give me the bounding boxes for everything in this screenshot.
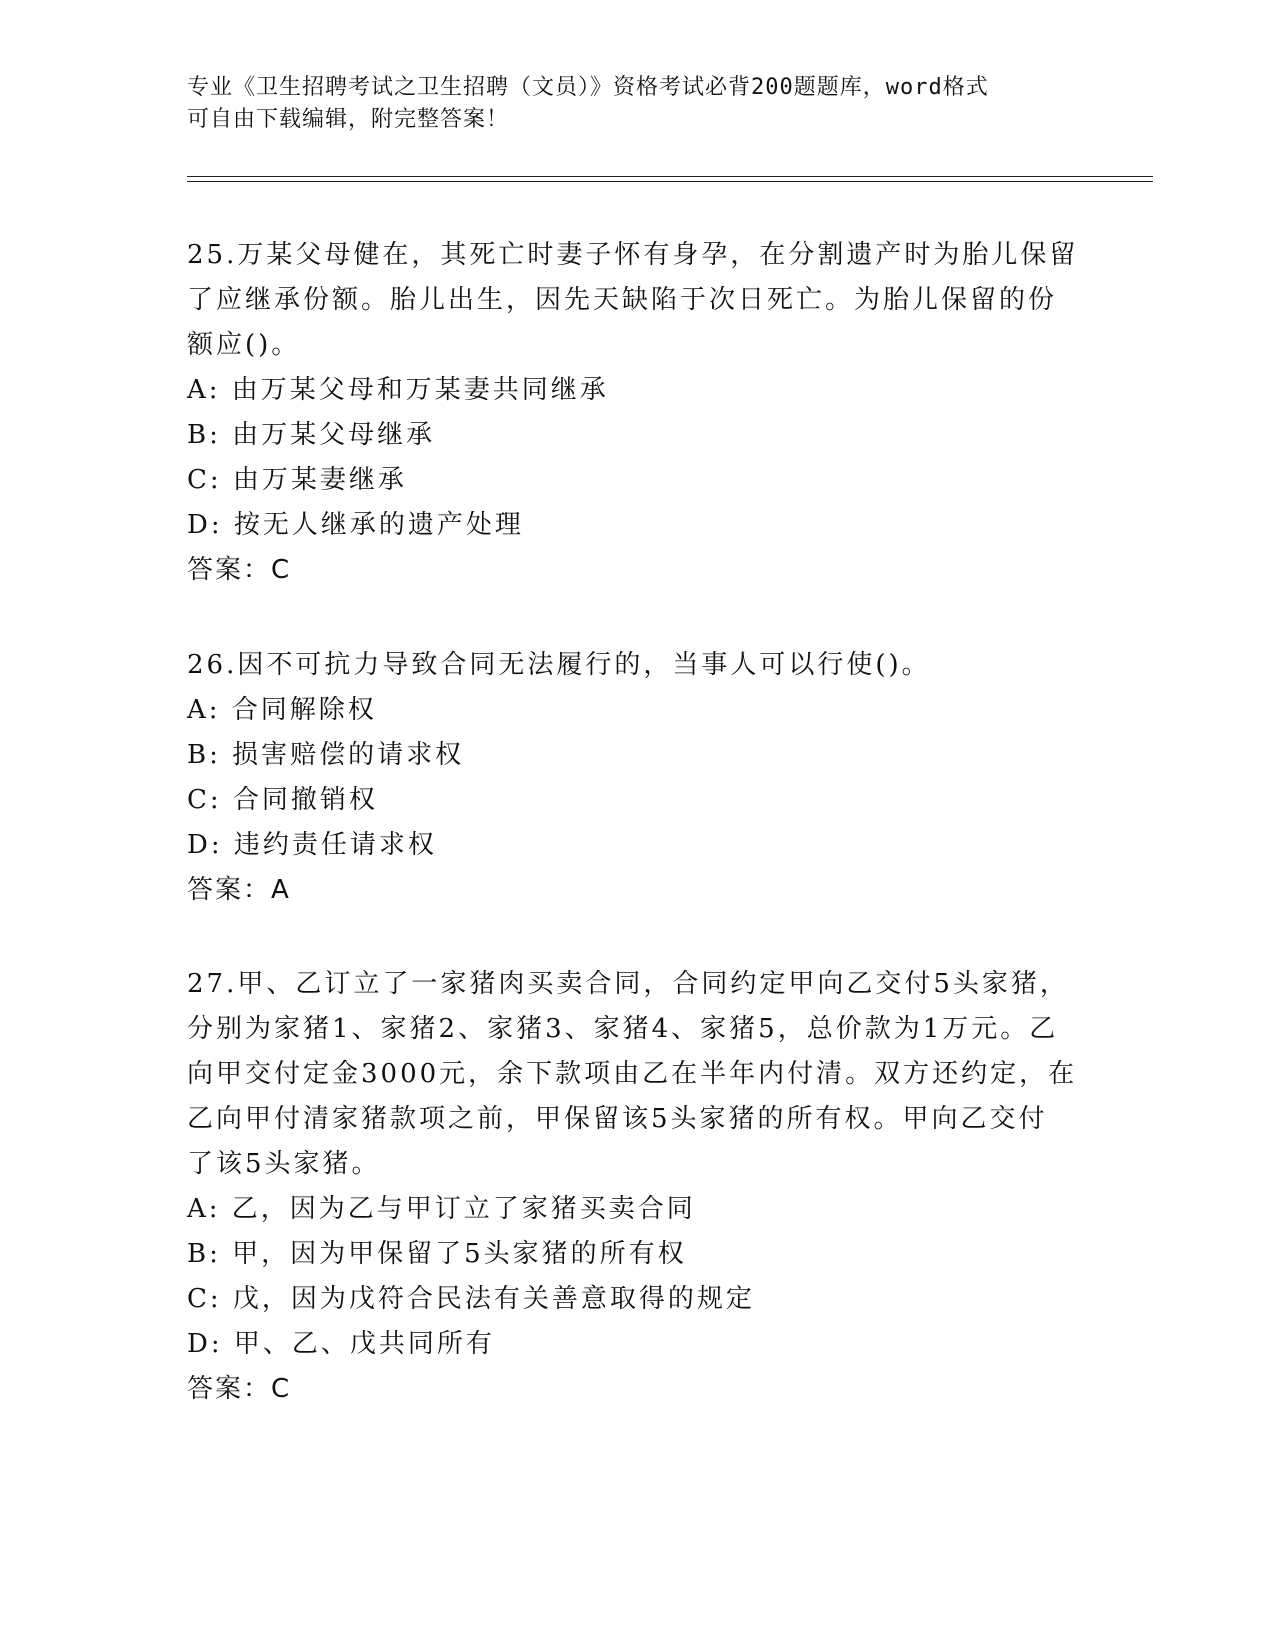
option-a: A: 由万某父母和万某妻共同继承 (187, 375, 609, 405)
option-d: D: 甲、乙、戊共同所有 (187, 1329, 495, 1359)
question-stem-line: 了应继承份额。胎儿出生，因先天缺陷于次日死亡。为胎儿保留的份 (187, 285, 1058, 315)
question-25 (187, 233, 1087, 593)
header-line: 专业《卫生招聘考试之卫生招聘（文员）》资格考试必背200题题库，word格式 (187, 75, 989, 100)
header-line: 可自由下载编辑，附完整答案！ (187, 107, 510, 132)
option-c: C: 合同撤销权 (187, 785, 378, 815)
answer-line: 答案：A (187, 875, 291, 905)
question-stem-line: 分别为家猪1、家猪2、家猪3、家猪4、家猪5，总价款为1万元。乙 (187, 1014, 1059, 1044)
option-b: B: 由万某父母继承 (187, 420, 436, 450)
option-d: D: 违约责任请求权 (187, 830, 437, 860)
option-c: C: 戊，因为戊符合民法有关善意取得的规定 (187, 1284, 755, 1314)
question-stem-line: 25.万某父母健在，其死亡时妻子怀有身孕，在分割遗产时为胎儿保留 (187, 240, 1079, 270)
question-stem-line: 乙向甲付清家猪款项之前，甲保留该5头家猪的所有权。甲向乙交付 (187, 1104, 1048, 1134)
option-b: B: 甲，因为甲保留了5头家猪的所有权 (187, 1239, 687, 1269)
header-divider-top (187, 176, 1153, 177)
option-b: B: 损害赔偿的请求权 (187, 740, 465, 770)
option-c: C: 由万某妻继承 (187, 465, 407, 495)
question-stem-line: 向甲交付定金3000元，余下款项由乙在半年内付清。双方还约定，在 (187, 1059, 1078, 1089)
question-stem-line: 27.甲、乙订立了一家猪肉买卖合同，合同约定甲向乙交付5头家猪， (187, 969, 1069, 999)
question-26 (187, 643, 1087, 913)
question-27 (187, 962, 1087, 1412)
header-divider-bottom (187, 181, 1153, 182)
document-header (187, 72, 1087, 136)
question-stem-line: 了该5头家猪。 (187, 1149, 381, 1179)
answer-line: 答案：C (187, 555, 292, 585)
option-a: A: 合同解除权 (187, 695, 377, 725)
question-stem-line: 26.因不可抗力导致合同无法履行的，当事人可以行使()。 (187, 650, 931, 680)
question-stem-line: 额应()。 (187, 330, 301, 360)
option-d: D: 按无人继承的遗产处理 (187, 510, 524, 540)
answer-line: 答案：C (187, 1374, 292, 1404)
option-a: A: 乙，因为乙与甲订立了家猪买卖合同 (187, 1194, 696, 1224)
